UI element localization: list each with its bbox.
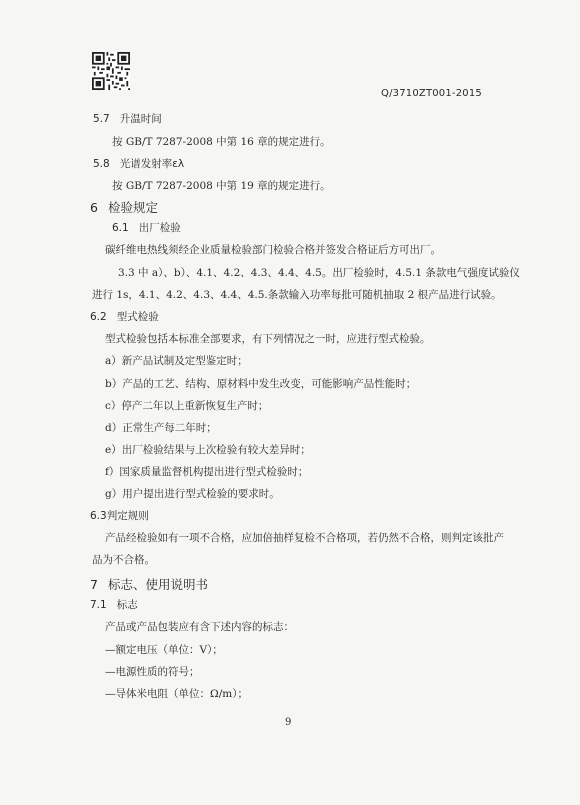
section-5-8-text: 按 GB/T 7287-2008 中第 19 章的规定进行。	[112, 180, 331, 192]
section-6-1-line: 3.3 中 a）、b）、4.1、4.2、4.3、4.4、4.5。出厂检验时，4.5.1 条款电气强度试验仪	[118, 267, 520, 279]
section-number: 5.8	[93, 158, 110, 170]
section-title: 标志、使用说明书	[107, 577, 208, 592]
document-code: Q/3710ZT001-2015	[381, 88, 482, 99]
section-number: 6.2	[90, 311, 107, 323]
section-number: 6.1	[112, 222, 129, 234]
section-6-2-heading	[90, 309, 159, 324]
section-6-3-heading	[90, 508, 149, 523]
section-number: 6.3	[90, 510, 107, 522]
section-6-1-heading	[112, 220, 181, 235]
section-6-2-intro: 型式检验包括本标准全部要求，有下列情况之一时，应进行型式检验。	[105, 333, 431, 345]
section-title: 出厂检验	[138, 222, 181, 234]
section-number: 7	[90, 577, 98, 592]
list-item: d）正常生产每二年时；	[105, 422, 217, 434]
section-title: 光谱发射率ελ	[119, 158, 185, 170]
section-7-1-intro: 产品或产品包装应有含下述内容的标志：	[105, 621, 294, 633]
list-item: —电源性质的符号；	[105, 666, 200, 678]
list-item: b）产品的工艺、结构、原材料中发生改变，可能影响产品性能时；	[105, 378, 417, 390]
section-6-3-line: 产品经检验如有一项不合格，应加倍抽样复检不合格项，若仍然不合格，则判定该批产	[105, 532, 504, 544]
section-5-7-heading	[93, 111, 162, 126]
section-5-8-heading	[93, 156, 184, 171]
section-number: 5.7	[93, 113, 110, 125]
section-6-3-line: 品为不合格。	[92, 554, 155, 566]
section-title: 判定规则	[106, 510, 149, 522]
section-title: 标志	[116, 599, 138, 611]
page-number: 9	[285, 717, 292, 728]
section-number: 7.1	[90, 599, 107, 611]
list-item: a）新产品试制及定型鉴定时；	[105, 355, 248, 367]
list-item: f）国家质量监督机构提出进行型式检验时；	[105, 466, 309, 478]
section-6-1-line: 进行 1s，4.1、4.2、4.3、4.4、4.5.条款输入功率每批可随机抽取 2 根产品进行试验。	[92, 289, 502, 301]
section-6-1-line: 碳纤维电热线须经企业质量检验部门检验合格并签发合格证后方可出厂。	[105, 244, 441, 256]
section-title: 升温时间	[119, 113, 162, 125]
list-item: —额定电压（单位：V）；	[105, 644, 223, 656]
section-7-heading	[90, 575, 208, 593]
list-item: g）用户提出进行型式检验的要求时。	[105, 488, 280, 500]
section-title: 型式检验	[116, 311, 159, 323]
section-6-heading	[90, 198, 158, 216]
list-item: —导体米电阻（单位：Ω/m）；	[105, 688, 248, 700]
section-title: 检验规定	[107, 200, 158, 215]
section-7-1-heading	[90, 597, 138, 612]
list-item: c）停产二年以上重新恢复生产时；	[105, 400, 269, 412]
section-5-7-text: 按 GB/T 7287-2008 中第 16 章的规定进行。	[112, 136, 331, 148]
qr-code-icon	[92, 52, 130, 90]
section-number: 6	[90, 200, 98, 215]
list-item: e）出厂检验结果与上次检验有较大差异时；	[105, 444, 311, 456]
